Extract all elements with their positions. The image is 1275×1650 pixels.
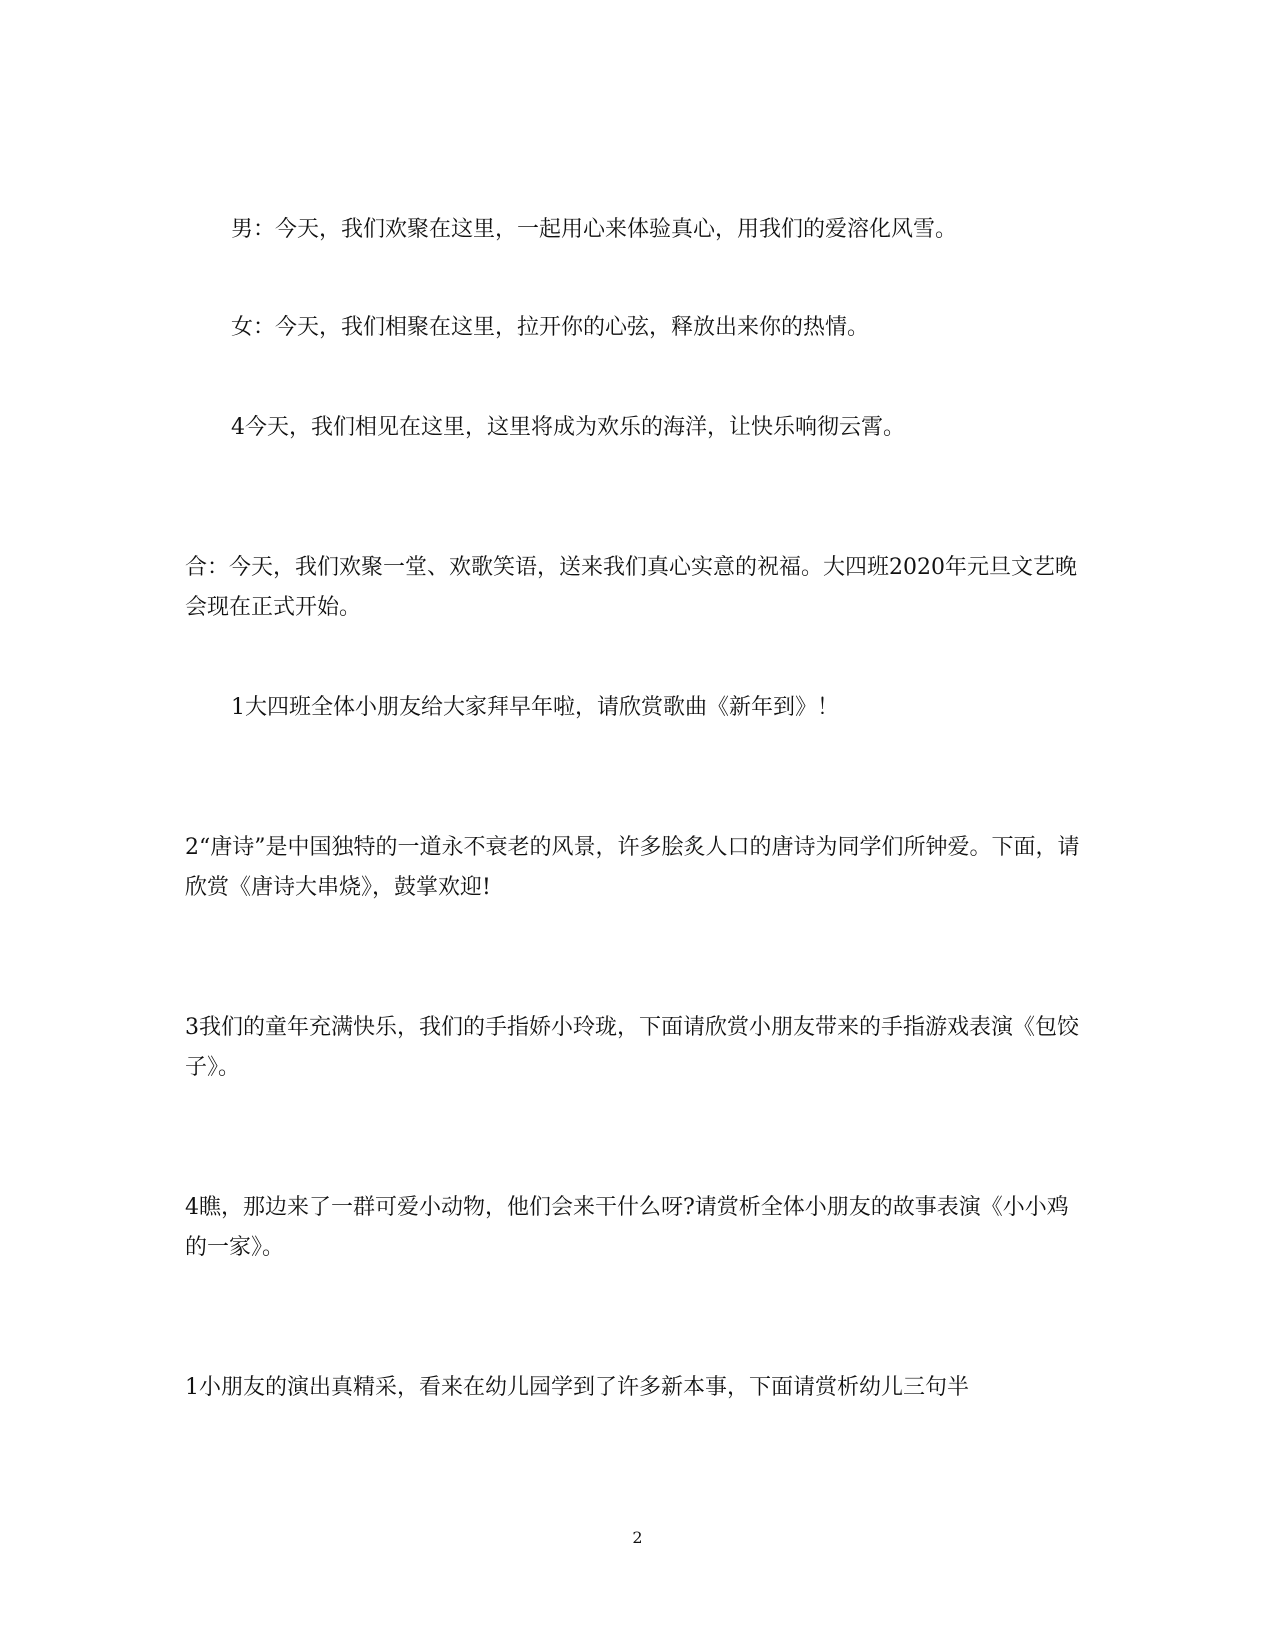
paragraph-act-4: 4瞧，那边来了一群可爱小动物，他们会来干什么呀?请赏析全体小朋友的故事表演《小小鸡的一家》。 bbox=[185, 1195, 1069, 1260]
paragraph-host-4: 4今天，我们相见在这里，这里将成为欢乐的海洋，让快乐响彻云霄。 bbox=[231, 415, 905, 440]
paragraph-female-host: 女：今天，我们相聚在这里，拉开你的心弦，释放出来你的热情。 bbox=[231, 315, 870, 340]
paragraph-act-5: 1小朋友的演出真精采，看来在幼儿园学到了许多新本事，下面请赏析幼儿三句半 bbox=[185, 1375, 969, 1400]
paragraph-act-3: 3我们的童年充满快乐，我们的手指娇小玲珑，下面请欣赏小朋友带来的手指游戏表演《包饺子》。 bbox=[185, 1015, 1080, 1080]
page-number: 2 bbox=[632, 1528, 643, 1547]
paragraph-act-1: 1大四班全体小朋友给大家拜早年啦，请欣赏歌曲《新年到》！ bbox=[231, 695, 839, 720]
paragraph-male-host: 男：今天，我们欢聚在这里，一起用心来体验真心，用我们的爱溶化风雪。 bbox=[231, 217, 958, 242]
paragraph-together-opening: 合：今天，我们欢聚一堂、欢歌笑语，送来我们真心实意的祝福。大四班2020年元旦文艺晚会现在正式开始。 bbox=[185, 555, 1077, 620]
paragraph-act-2: 2“唐诗”是中国独特的一道永不衰老的风景，许多脍炙人口的唐诗为同学们所钟爱。下面，请欣赏《唐诗大串烧》，鼓掌欢迎! bbox=[185, 835, 1080, 900]
